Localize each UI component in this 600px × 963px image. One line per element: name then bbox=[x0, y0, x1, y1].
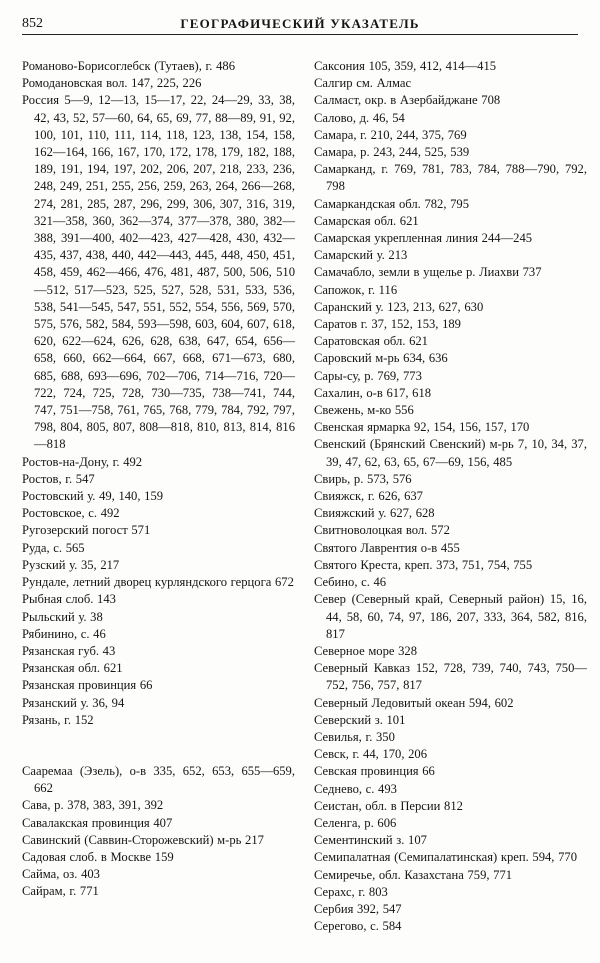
index-entry: Севская провинция 66 bbox=[314, 764, 435, 779]
index-entry: Северский з. 101 bbox=[314, 712, 406, 727]
index-entry: Сайрам, г. 771 bbox=[22, 884, 99, 899]
index-entry: Седнево, с. 493 bbox=[314, 781, 397, 796]
index-entry: Сааремаа (Эзель), о-в 335, 652, 653, 655—659, 662 bbox=[22, 763, 295, 796]
index-entry: Свияжский у. 627, 628 bbox=[314, 506, 435, 521]
index-entry: Рязань, г. 152 bbox=[22, 712, 94, 727]
index-entry: Саранский у. 123, 213, 627, 630 bbox=[314, 299, 484, 314]
index-entry: Святого Креста, креп. 373, 751, 754, 755 bbox=[314, 557, 533, 572]
index-entry: Сава, р. 378, 383, 391, 392 bbox=[22, 798, 164, 813]
index-entry: Сахалин, о-в 617, 618 bbox=[314, 385, 432, 400]
index-entry: Ростовское, с. 492 bbox=[22, 506, 120, 521]
index-entry: Свияжск, г. 626, 637 bbox=[314, 489, 423, 504]
index-entry: Северный Кавказ 152, 728, 739, 740, 743, 750—752, 756, 757, 817 bbox=[314, 661, 587, 693]
index-entry: Свитноволоцкая вол. 572 bbox=[314, 523, 450, 538]
index-entry: Самаркандская обл. 782, 795 bbox=[314, 196, 470, 211]
index-entry: Самарская обл. 621 bbox=[314, 213, 419, 228]
index-entry: Самачабло, земли в ущелье р. Лиахви 737 bbox=[314, 265, 542, 280]
index-entry: Романово-Борисоглебск (Тутаев), г. 486 bbox=[22, 59, 235, 73]
index-entry: Самара, р. 243, 244, 525, 539 bbox=[314, 145, 470, 160]
index-entry: Ругозерский погост 571 bbox=[22, 523, 151, 538]
index-entry: Рыльский у. 38 bbox=[22, 609, 103, 624]
index-entry: Рундале, летний дворец курляндского герцога 672 bbox=[22, 575, 294, 590]
index-entry: Рязанская губ. 43 bbox=[22, 643, 116, 658]
index-entry: Свежень, м-ко 556 bbox=[314, 403, 414, 418]
left-column bbox=[22, 58, 295, 901]
index-entry: Савинский (Саввин-Сторожевский) м-рь 217 bbox=[22, 832, 264, 847]
index-entry: Саксония 105, 359, 412, 414—415 bbox=[314, 59, 497, 73]
index-entry: Свирь, р. 573, 576 bbox=[314, 471, 412, 486]
index-entry: Рязанский у. 36, 94 bbox=[22, 695, 125, 710]
index-entry: Самара, г. 210, 244, 375, 769 bbox=[314, 127, 467, 142]
running-title: ГЕОГРАФИЧЕСКИЙ УКАЗАТЕЛЬ bbox=[180, 16, 420, 31]
index-entry: Рябинино, с. 46 bbox=[22, 626, 106, 641]
index-entry: Селенга, р. 606 bbox=[314, 815, 397, 830]
index-entry: Самарский у. 213 bbox=[314, 248, 408, 263]
index-entry: Рязанская провинция 66 bbox=[22, 678, 153, 693]
page-number: 852 bbox=[22, 16, 43, 31]
index-entry: Серегово, с. 584 bbox=[314, 919, 402, 934]
index-entry: Семипалатная (Семипалатинская) креп. 594, 770 bbox=[314, 850, 577, 865]
index-entry: Саратовская обл. 621 bbox=[314, 334, 428, 349]
index-entry: Свенская ярмарка 92, 154, 156, 157, 170 bbox=[314, 420, 530, 435]
index-entry: Ростов, г. 547 bbox=[22, 471, 95, 486]
index-entry: Сайма, оз. 403 bbox=[22, 867, 100, 882]
index-entry: Садовая слоб. в Москве 159 bbox=[22, 849, 174, 864]
index-entry: Себино, с. 46 bbox=[314, 575, 387, 590]
index-entry: Севск, г. 44, 170, 206 bbox=[314, 747, 428, 762]
index-entry: Сапожок, г. 116 bbox=[314, 282, 398, 297]
index-entry: Рязанская обл. 621 bbox=[22, 661, 123, 676]
index-entry: Руда, с. 565 bbox=[22, 540, 85, 555]
index-entry: Сементинский з. 107 bbox=[314, 833, 427, 848]
index-columns bbox=[22, 58, 587, 958]
index-entry: Свенский (Брянский Свенский) м-рь 7, 10, 34, 37, 39, 47, 62, 63, 65, 67—69, 156, 485 bbox=[314, 437, 587, 469]
page-header bbox=[22, 12, 578, 35]
index-entry: Семиречье, обл. Казахстана 759, 771 bbox=[314, 867, 513, 882]
index-entry: Северный Ледовитый океан 594, 602 bbox=[314, 695, 514, 710]
index-entry: Саратов г. 37, 152, 153, 189 bbox=[314, 317, 461, 332]
index-entry: Сеистан, обл. в Персии 812 bbox=[314, 798, 463, 813]
letter-section-gap bbox=[22, 729, 295, 763]
index-entry: Самарская укрепленная линия 244—245 bbox=[314, 231, 533, 246]
index-entry: Самарканд, г. 769, 781, 783, 784, 788—790, 792, 798 bbox=[314, 162, 587, 194]
index-entry: Сербия 392, 547 bbox=[314, 901, 402, 916]
index-entry: Салгир см. Алмас bbox=[314, 76, 412, 91]
index-entry: Салмаст, окр. в Азербайджане 708 bbox=[314, 93, 501, 108]
index-entry: Рузский у. 35, 217 bbox=[22, 557, 120, 572]
index-entry: Серахс, г. 803 bbox=[314, 884, 388, 899]
index-entry: Россия 5—9, 12—13, 15—17, 22, 24—29, 33, 38, 42, 43, 52, 57—60, 64, 65, 69, 77, 88—89, 91, 92, 100, 101, 110, 111, 114, 118, 123, 138, 154, 158, 162—164, 166, 167, 170, 172, 178, 179, 182, 188, 189, 191, 194, 197, 202, 206, 207, 218, 233, 236, 248, 249, 251, 255, 256, 259, 263, 264, 266—268, 274, 281, 285, 287, 296, 299, 306, 307, 316, 319, 321—358, 360, 362—374, 377—378, 380, 382—388, 391—400, 402—423, 427—428, 430, 432—435, 437, 438, 440, 442—443, 445, 448, 450, 451, 458, 459, 462—466, 476, 481, 487, 500, 506, 510—512, 517—523, 525, 527, 528, 531, 533, 536, 538, 541—545, 547, 551, 552, 554, 556, 569, 570, 575, 576, 582, 584, 593—598, 603, 604, 607, 618, 620, 622—624, 626, 628, 638, 647, 654, 656—658, 660, 662—664, 667, 668, 671—673, 680, 685, 688, 693—696, 702—706, 714—716, 720—722, 724, 725, 728, 730—735, 738—741, 744, 747, 751—758, 761, 765, 768, 779, 784, 792, 797, 798, 804, 805, 807, 808—818, 810, 813, 814, 816—818 bbox=[22, 93, 295, 452]
index-entry: Сары-су, р. 769, 773 bbox=[314, 368, 422, 383]
index-entry: Ростов-на-Дону, г. 492 bbox=[22, 454, 143, 469]
index-entry: Салово, д. 46, 54 bbox=[314, 110, 405, 125]
index-entry: Саровский м-рь 634, 636 bbox=[314, 351, 448, 366]
index-entry: Савалакская провинция 407 bbox=[22, 815, 173, 830]
index-entry: Ростовский у. 49, 140, 159 bbox=[22, 489, 164, 504]
index-entry: Север (Северный край, Северный район) 15, 16, 44, 58, 60, 74, 97, 186, 207, 333, 364, 582, 816, 817 bbox=[314, 592, 587, 641]
index-entry: Севилья, г. 350 bbox=[314, 729, 395, 744]
index-entry: Рыбная слоб. 143 bbox=[22, 592, 116, 607]
right-column bbox=[314, 58, 587, 935]
index-entry: Северное море 328 bbox=[314, 643, 418, 658]
index-entry: Святого Лаврентия о-в 455 bbox=[314, 540, 460, 555]
index-entry: Ромодановская вол. 147, 225, 226 bbox=[22, 76, 202, 91]
